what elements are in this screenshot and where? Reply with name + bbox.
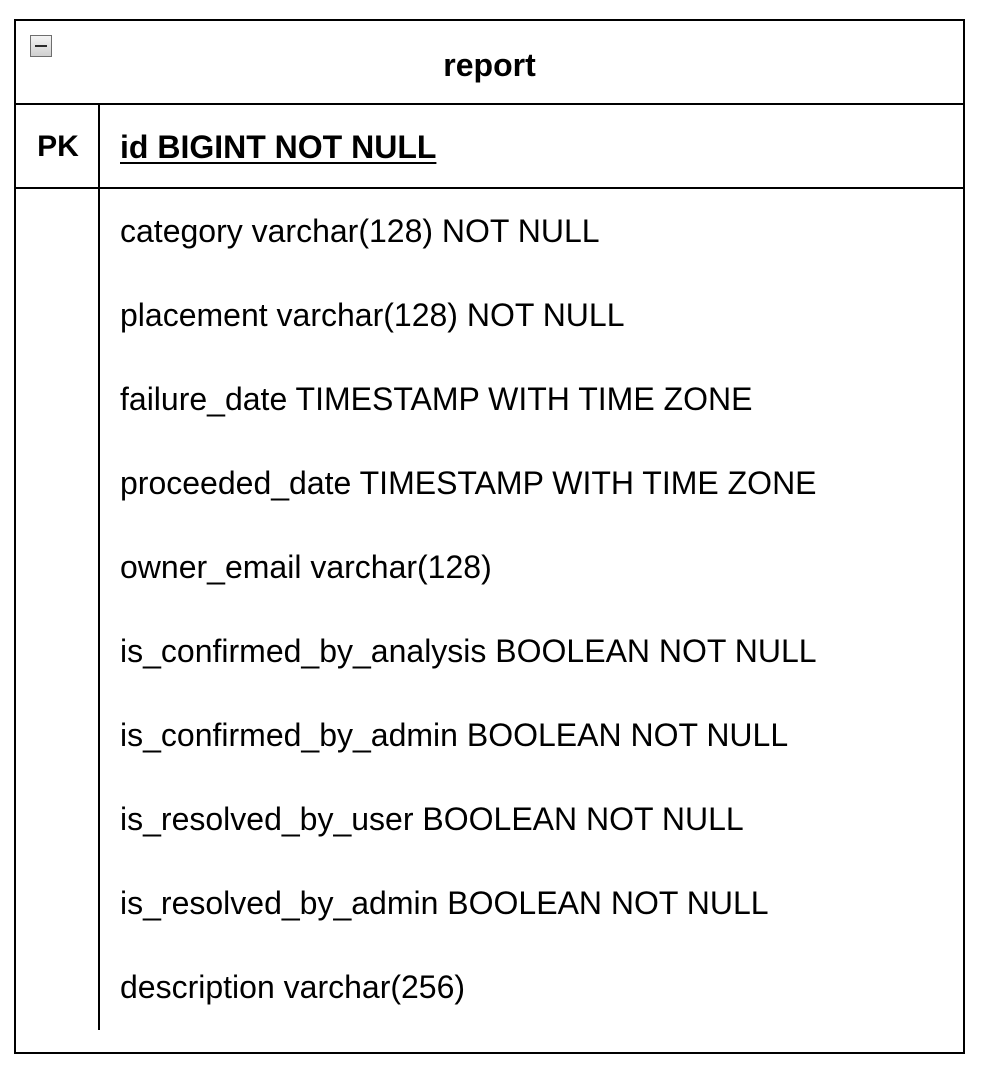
field-row: description varchar(256) [120,969,466,1005]
entity-table[interactable] [14,19,965,1054]
pk-label: PK [37,130,79,163]
field-row: proceeded_date TIMESTAMP WITH TIME ZONE [120,465,817,501]
entity-title: report [443,47,536,83]
field-row: failure_date TIMESTAMP WITH TIME ZONE [120,381,753,417]
field-row: is_confirmed_by_analysis BOOLEAN NOT NULL [120,633,817,669]
field-row: placement varchar(128) NOT NULL [120,297,625,333]
field-row: is_resolved_by_admin BOOLEAN NOT NULL [120,885,769,921]
field-row: owner_email varchar(128) [120,549,492,585]
field-row: category varchar(128) NOT NULL [120,213,600,249]
field-row: is_confirmed_by_admin BOOLEAN NOT NULL [120,717,789,753]
pk-field: id BIGINT NOT NULL [120,129,437,165]
field-list [120,189,950,1029]
key-column-divider [98,105,100,1030]
primary-key-row [16,105,963,189]
field-row: is_resolved_by_user BOOLEAN NOT NULL [120,801,744,837]
entity-header [16,21,963,105]
